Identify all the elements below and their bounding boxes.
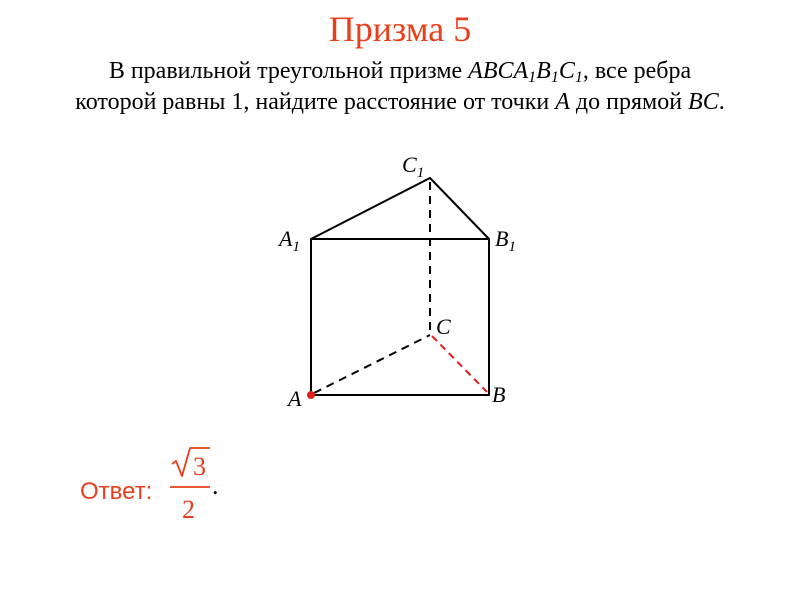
- label-c1: $C_1$: [402, 152, 425, 181]
- answer-label: Ответ:: [80, 478, 153, 505]
- answer-numerator: 3: [193, 452, 206, 481]
- point-a-marker: [307, 391, 315, 399]
- edge-a1-c1: [311, 178, 430, 239]
- label-c: C: [436, 314, 451, 339]
- label-a1: $A_1$: [279, 226, 300, 255]
- answer-denominator: 2: [182, 495, 195, 524]
- edge-c1-b1: [430, 178, 489, 239]
- label-a: A: [288, 386, 302, 411]
- line-name: BC: [688, 89, 719, 115]
- problem-text-5: .: [718, 89, 725, 115]
- problem-text-2: , все ребра: [582, 58, 692, 84]
- edge-a-c-hidden: [314, 335, 430, 393]
- problem-text-4: до прямой: [569, 89, 689, 115]
- problem-text-3: которой равны 1, найдите расстояние от точки: [75, 89, 556, 115]
- problem-text-1: В правильной треугольной призме: [108, 58, 469, 84]
- edge-c-b-highlight: [432, 336, 487, 392]
- label-b: B: [492, 382, 506, 407]
- page-title: Призма 5: [328, 9, 472, 49]
- point-name: A: [555, 89, 570, 115]
- answer-period: .: [212, 471, 219, 500]
- answer-fraction: [166, 440, 230, 524]
- label-b1: $B_1$: [495, 226, 516, 255]
- prism-name: $ABCA_1B_1C_1$: [468, 58, 583, 86]
